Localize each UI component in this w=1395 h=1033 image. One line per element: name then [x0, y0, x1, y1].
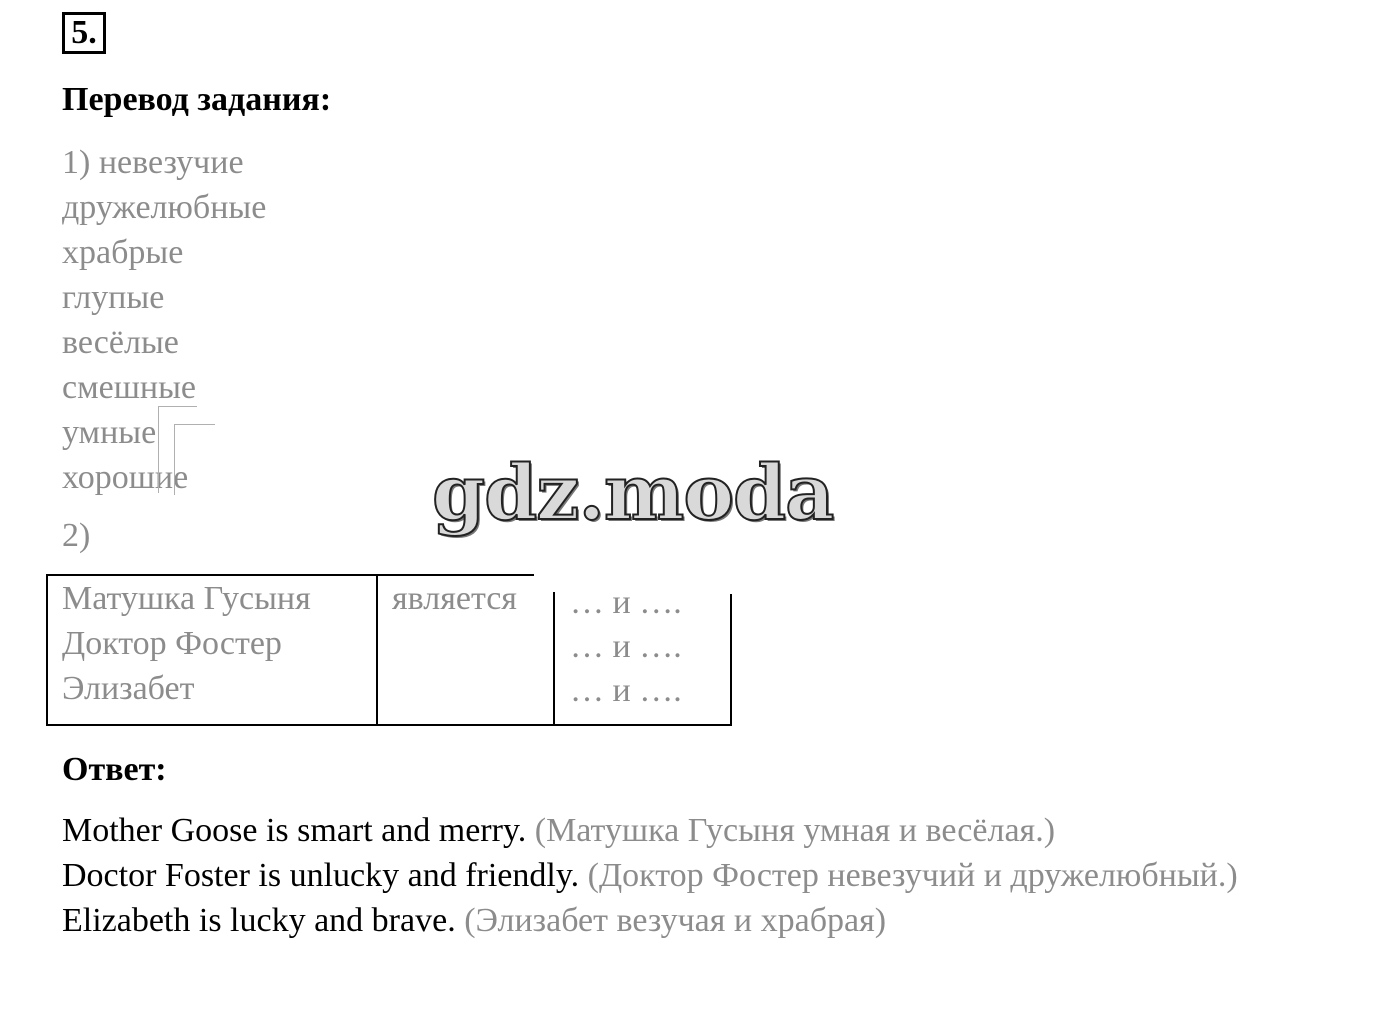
sentence-table: [46, 574, 732, 726]
table-cell-name: Матушка Гусыня: [62, 580, 311, 617]
answer-heading: Ответ:: [62, 751, 167, 788]
answer-english: Doctor Foster is unlucky and friendly.: [62, 857, 580, 894]
scan-artifact: [174, 424, 215, 495]
table-cell-verb: является: [392, 580, 517, 617]
part2-label: 2): [62, 517, 91, 554]
table-cell-blank: … и ….: [570, 584, 682, 621]
answer-line: [62, 898, 1262, 943]
word-item: 1) невезучие: [62, 144, 244, 181]
table-cell-blank: … и ….: [570, 628, 682, 665]
answer-russian: (Матушка Гусыня умная и весёлая.): [534, 812, 1056, 849]
word-item: хорошие: [62, 459, 189, 496]
table-border: [376, 574, 378, 726]
table-cell-blank: … и ….: [570, 672, 682, 709]
word-item: умные: [62, 414, 157, 451]
word-item: храбрые: [62, 234, 184, 271]
answer-english: Elizabeth is lucky and brave.: [62, 902, 456, 939]
answer-english: Mother Goose is smart and merry.: [62, 812, 527, 849]
answer-russian: (Элизабет везучая и храбрая): [464, 902, 887, 939]
word-item: глупые: [62, 279, 165, 316]
watermark-logo: gdz.moda: [432, 448, 834, 537]
table-border: [46, 724, 732, 726]
word-item: смешные: [62, 369, 197, 406]
answer-lines: [62, 808, 1262, 943]
table-cell-name: Элизабет: [62, 670, 195, 707]
word-item: весёлые: [62, 324, 179, 361]
answer-line: [62, 853, 1262, 898]
table-border: [46, 574, 48, 726]
task-number: 5.: [62, 12, 106, 54]
table-border: [730, 594, 732, 726]
translation-heading: Перевод задания:: [62, 81, 332, 118]
word-item: дружелюбные: [62, 189, 267, 226]
table-cell-name: Доктор Фостер: [62, 625, 282, 662]
table-border: [553, 592, 555, 726]
answer-russian: (Доктор Фостер невезучий и дружелюбный.): [587, 857, 1238, 894]
answer-line: [62, 808, 1262, 853]
